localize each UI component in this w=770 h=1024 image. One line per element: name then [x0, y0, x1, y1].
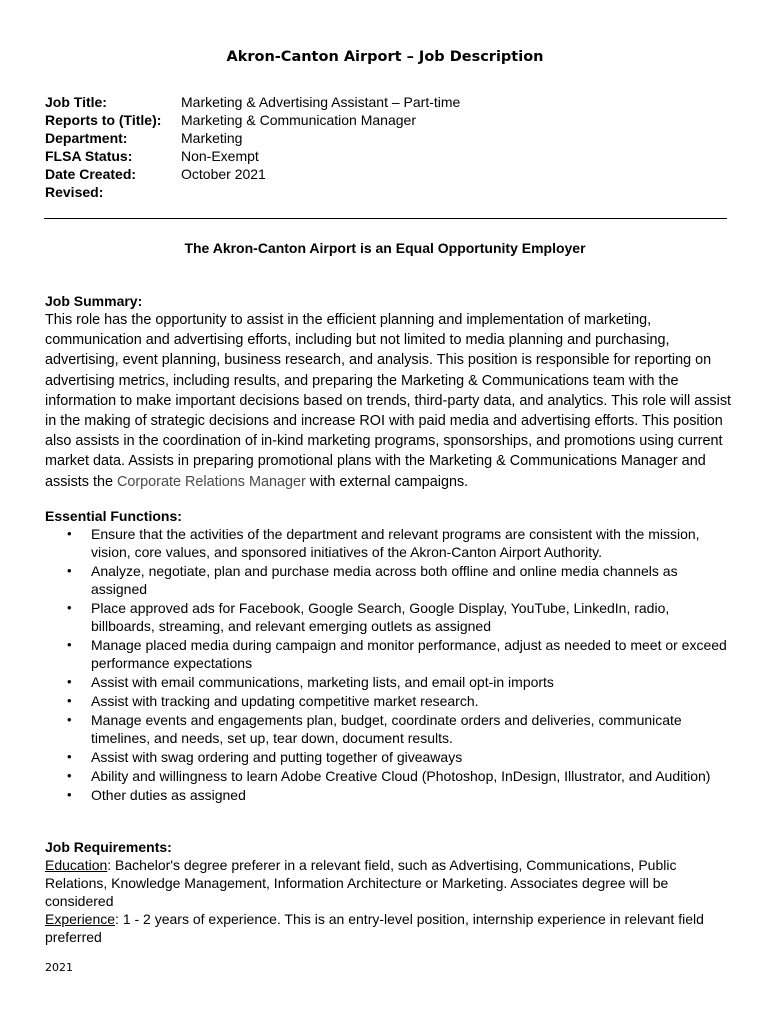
- bullet-icon: •: [67, 787, 72, 802]
- job-requirements-section: [45, 838, 735, 946]
- job-summary-section: [45, 292, 735, 492]
- education-paragraph: [45, 856, 735, 910]
- meta-value: Non-Exempt: [181, 148, 259, 164]
- summary-paragraph: [45, 310, 735, 492]
- list-item-text: Place approved ads for Facebook, Google Search, Google Display, YouTube, LinkedIn, radio, billboards, streaming, and relevant emerging outlets as assigned: [91, 600, 670, 634]
- education-label: Education: [45, 857, 108, 873]
- list-item: [45, 562, 735, 598]
- list-item-text: Ability and willingness to learn Adobe Creative Cloud (Photoshop, InDesign, Illustrator, and Audition): [91, 768, 711, 784]
- list-item: [45, 767, 735, 785]
- summary-tail: with external campaigns.: [305, 473, 469, 490]
- meta-row-job-title: [45, 93, 460, 111]
- list-item-text: Assist with email communications, marketing lists, and email opt-in imports: [91, 674, 554, 690]
- meta-row-department: [45, 129, 460, 147]
- meta-label: FLSA Status:: [45, 148, 133, 164]
- section-heading: Essential Functions:: [45, 508, 182, 524]
- meta-label: Date Created:: [45, 166, 137, 182]
- job-meta-table: [45, 93, 460, 201]
- meta-value: Marketing & Advertising Assistant – Part-time: [181, 94, 461, 110]
- meta-value: October 2021: [181, 166, 266, 182]
- list-item: [45, 711, 735, 747]
- page-footer-year: 2021: [45, 961, 73, 974]
- horizontal-divider: [44, 218, 727, 219]
- essential-functions-section: [45, 507, 735, 805]
- meta-value: Marketing: [181, 130, 243, 146]
- experience-paragraph: [45, 910, 735, 946]
- summary-text: This role has the opportunity to assist in the efficient planning and implementation of marketing, communication and advertising efforts, including but not limited to media planning and purchasing, advertising, event planning, business research, and analysis. This position is responsible for reporting on advertising metrics, including results, and preparing the Marketing & Communications team with the information to make important decisions based on trends, third-party data, and analytics. This role will assist in the making of strategic decisions and increase ROI with paid media and advertising efforts. This position also assists in the coordination of in-kind marketing programs, sponsorships, and promotions using current market data. Assists in preparing promotional plans with the Marketing & Communications Manager and assists the: [45, 312, 732, 490]
- meta-label: Department:: [45, 130, 128, 146]
- section-heading: Job Requirements:: [45, 839, 172, 855]
- bullet-icon: •: [67, 749, 72, 764]
- list-item-text: Ensure that the activities of the department and relevant programs are consistent with the mission, vision, core values, and sponsored initiatives of the Akron-Canton Airport Authority.: [91, 526, 700, 560]
- meta-label: Reports to (Title):: [45, 112, 162, 128]
- bullet-icon: •: [67, 563, 72, 578]
- list-item-text: Other duties as assigned: [91, 787, 246, 803]
- bullet-icon: •: [67, 768, 72, 783]
- list-item: [45, 748, 735, 766]
- meta-row-date-created: [45, 165, 460, 183]
- meta-row-revised: [45, 183, 460, 201]
- list-item: [45, 673, 735, 691]
- experience-text: : 1 - 2 years of experience. This is an entry-level position, internship experience in relevant field preferred: [45, 911, 704, 945]
- list-item: [45, 525, 735, 561]
- list-item-text: Manage events and engagements plan, budget, coordinate orders and deliveries, communicate timelines, and needs, set up, tear down, document results.: [91, 712, 682, 746]
- document-title: Akron-Canton Airport – Job Description: [226, 49, 544, 65]
- experience-label: Experience: [45, 911, 116, 927]
- list-item-text: Assist with tracking and updating competitive market research.: [91, 693, 479, 709]
- list-item-text: Analyze, negotiate, plan and purchase media across both offline and online media channels as assigned: [91, 563, 678, 597]
- bullet-icon: •: [67, 600, 72, 615]
- list-item: [45, 636, 735, 672]
- meta-label: Job Title:: [45, 94, 107, 110]
- bullet-icon: •: [67, 674, 72, 689]
- list-item-text: Assist with swag ordering and putting together of giveaways: [91, 749, 463, 765]
- summary-highlight: Corporate Relations Manager: [116, 473, 306, 490]
- meta-label: Revised:: [45, 184, 104, 200]
- list-item: [45, 599, 735, 635]
- list-item-text: Manage placed media during campaign and monitor performance, adjust as needed to meet or exceed performance expectations: [91, 637, 727, 671]
- meta-row-reports-to: [45, 111, 460, 129]
- list-item: [45, 786, 735, 804]
- meta-value: Marketing & Communication Manager: [181, 112, 416, 128]
- section-heading: Job Summary:: [45, 293, 143, 309]
- meta-row-flsa-status: [45, 147, 460, 165]
- bullet-icon: •: [67, 526, 72, 541]
- education-text: : Bachelor's degree preferer in a relevant field, such as Advertising, Communications, Public Relations, Knowledge Management, Information Architecture or Marketing. Associates degree will be considered: [45, 857, 677, 909]
- equal-opportunity-statement: The Akron-Canton Airport is an Equal Opportunity Employer: [184, 240, 586, 256]
- bullet-icon: •: [67, 637, 72, 652]
- list-item: [45, 692, 735, 710]
- functions-list: [45, 525, 735, 804]
- bullet-icon: •: [67, 712, 72, 727]
- bullet-icon: •: [67, 693, 72, 708]
